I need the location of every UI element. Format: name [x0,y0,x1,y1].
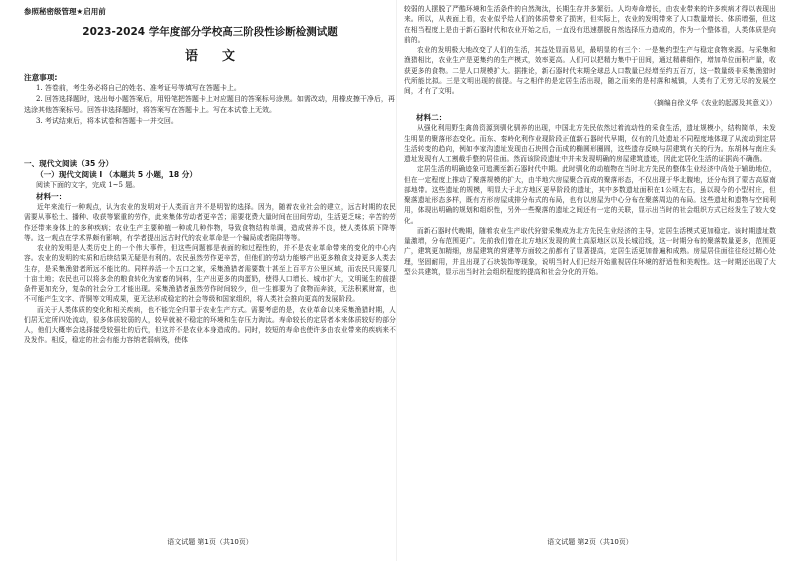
note-item: 3. 考试结束后，将本试卷和答题卡一并交回。 [36,117,178,125]
material2-label: 材料二： [416,113,447,123]
section1-subheading: （一）现代文阅读 I （本题共 5 小题，18 分） [36,170,197,179]
page-left [24,0,396,561]
page-divider [396,0,397,561]
page-right [404,0,776,561]
material2-paragraph: 定居生活的明确迹象可追溯至新石器时代中期。此时驯化的动植物在当时北方先民的整体生业经济中尚处于辅助地位，但在一定程度上推动了聚落规模的扩大，由半地穴房屋聚合而成的聚落形态，不仅出现于华北腹地，还分布到了蒙古高原南部地带。这些遗址的规模，明显大于北方地区更早阶段的遗址，其中多数遗址面积在1公顷左右，虽以现今的小型村庄，但聚落遗址形态多样，既有方形房屋成排分布式的布局，也有以房屋为中心分布在聚落周边的布局。这些遗址和遗物与空间利用，体现出明确的规划和组织性，另外一些聚落的遗址之间还有一定的关联，显示出当时的社会组织方式已经发生了较大变化。 [404,165,776,225]
subject-title: 语文 [184,49,259,64]
notes-heading: 注意事项: [24,73,58,82]
secrecy-label: 参照秘密级管理★启用前 [24,7,106,16]
material1-paragraph: 较弱的人摆脱了严酷环境和生活条件的自然淘汰，长期生存并多繁衍。人均寿命增长，由农业带来的许多疾病才得以表现出来。所以，从表面上看，农业似乎给人们的体质带来了损害，但实际上，农业的发明带来了人口数量增长、体质增强，但这在相当程度上是由于新石器时代和农业开始之后，一直没有迅速摆脱自然选择压力造成的，作为一个整体看，人类体质是向前的。 [404,5,776,44]
section1-instruction: 阅读下面的文字，完成 1~5 题。 [36,181,140,189]
material1-source: （摘编自徐义华《农业的起源及其意义》） [650,99,776,108]
material1-paragraph: 近年来流行一种观点，认为农业的发明对于人类而言并不是明智的选择。因为，随着农业社会的建立，远古时期的农民需要从事松土、播种、收获等繁重的劳作，此来集体劳动者更辛苦；需要花费大量时间在田间劳动，生活更乏味；辛苦的劳作还带来身体上的多种疾病；农业生产主要种植一种或几种作物，导致食物结构单调，造成营养不良，使人类体质下降等等。这一观点在学术界颇有影响，有学者提出远古时代的农业革命是一个骗局或者陷阱等等。 [24,203,396,242]
notes-block [24,72,396,127]
material1-label: 材料一： [36,192,67,201]
material1-paragraph: 农业的发明是人类历史上的一个伟大事件，但这些问题都是表面的和过程性的，并不是农业革命带来的变化的中心内容。农业的发明的实质和后续结果无疑是有利的。农民虽然劳作更辛苦，但他们的劳动力能够产出更多粮食支持更多人类去生存，是采集渔猎者所远不能比的。同样养活一个五口之家，采集渔猎者需要数十甚至上百平方公里区域，而农民只需要几十亩土地；农民也可以将多余的粮食转化为家畜的饲料，生产出更多的肉蛋奶，使得人口增长、城市扩大，文明诞生的前提条件更加充分，复杂的社会分工才能出现。采集渔猎者虽然劳作时间较少，但一生都要为了食物而奔波，无法积累财富，也不可能产生文字、青铜等文明成果，更无法形成稳定的社会等级和国家组织，将人类社会推向更高的发展阶段。 [24,244,396,304]
exam-title: 2023-2024 学年度部分学校高三阶段性诊断检测试题 [82,26,338,38]
section1-heading: 一、现代文阅读（35 分） [24,159,114,168]
material2-paragraph: 从强化利用野生禽兽资源到驯化驯养的出现，中国北方先民依然过着流动性的采食生活，遗址规模小，结构简单，未发生明显的聚落形态变化。而东、秦岭化利作业现阶段正值新石器时代早期，仅有的几处遗址不同程度地体现了从流动到定居生活转变的趋向，例如李家沟遗址发现由石块围合而成的椭圆形圈圆，这些遗存反映与居建筑有关的行为。东胡林与南庄头遗址发现有人工割截手整的居住面。然而该阶段遗址中并未发现明确的房屋建筑遗迹，因此定居化生活的证据尚不确凿。 [404,124,776,163]
note-item: 1. 答卷前，考生务必将自己的姓名、准考证号等填写在答题卡上。 [36,84,241,92]
note-item: 2. 回答选择题时，选出每小题答案后，用铅笔把答题卡上对应题目的答案标号涂黑。如需改动，用橡皮擦干净后，再选涂其他答案标号。回答非选择题时，将答案写在答题卡上。写在本试卷上无效。 [24,95,395,114]
section1-block [24,158,396,346]
material1-continued [404,4,776,277]
material1-paragraph: 而关于人类体质的变化和相关疾病，也不能完全归罪于农业生产方式。需要考虑的是，农业革命以来采集渔猎时期，人们居无定所四处流动，很多体质较弱的人，较早就被不稳定的环境和生存压力淘汰。寿命较长的定居者本来体质较好的部分人，他们大概率会选择接受较强壮的后代，但这并不是农业本身造成的。同时，较短的寿命也使许多由农业带来的疾病来不及发作。相反，稳定的社会有能力容纳老弱病残，使体 [24,305,396,345]
material1-paragraph: 农业的发明极大地改变了人们的生活，其益处显而易见，最明显的有三个：一是集约型生产与稳定食物来源。与采集和渔猎相比，农业生产是更集约的生产模式，效率更高。人们可以把精力集中于田间，通过精耕细作，增加单位面积产量，收获更多的食物。二是人口规模扩大。据推论，新石器时代末期全球总人口数量已经增至约五百万，这一数量级非采集渔猎时代所能比拟。三是文明出现的前提。与之相伴的是定居生活出现，随之而来的是村落和城镇，人类有了无穷无尽的发展空间，才有了文明。 [404,46,776,95]
page-footer-left: 语文试题 第1页（共10页） [167,538,253,546]
material2-paragraph: 而新石器时代晚期，随着农业生产取代狩猎采集成为北方先民生业经济的主导，定居生活模式更加稳定。该时期遗址数量激增，分布范围更广。先前我们曾在北方地区发现的黄土高原地区以及长城沿线，这一时期分布的聚落数量更多，范围更广，建筑更加精细，房屋建筑的营建等方面较之前都有了显著提高，定居生活更加普遍和成熟。房屋居住面往往经过精心处理，坚固耐用，并且出现了石块装饰等现象，说明当时人们已经开始重视居住环境的舒适性和美观性。这一时期还出现了大型公共建筑，显示出当时社会组织程度的提高和社会分化的开始。 [404,226,776,276]
page-footer-right: 语文试题 第2页（共10页） [547,538,633,546]
